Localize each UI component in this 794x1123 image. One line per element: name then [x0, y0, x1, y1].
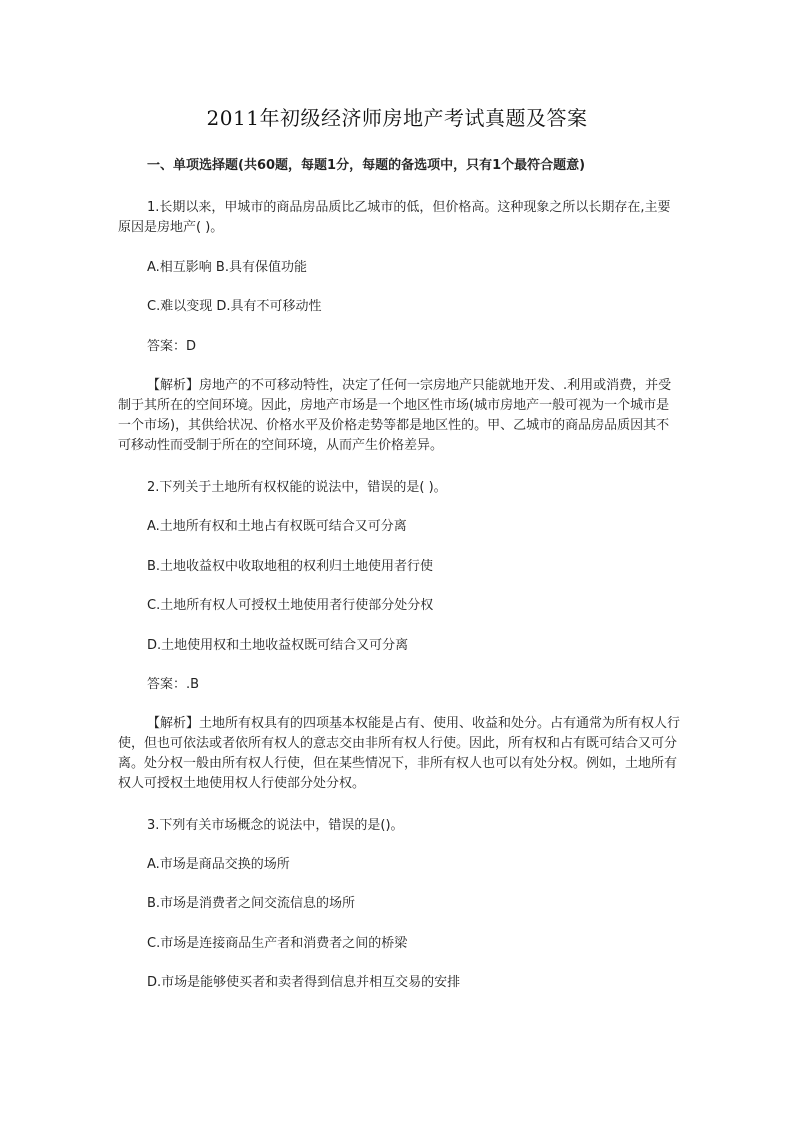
question-2-option: D.土地使用权和土地收益权既可结合又可分离 — [147, 638, 409, 653]
question-1-stem: 1.长期以来，甲城市的商品房品质比乙城市的低，但价格高。这种现象之所以长期存在,主要原因是房地产( )。 — [118, 200, 671, 235]
document-title: 2011年初级经济师房地产考试真题及答案 — [206, 106, 588, 130]
question-2-answer: 答案：.B — [147, 677, 200, 692]
question-1-analysis: 【解析】房地产的不可移动特性，决定了任何一宗房地产只能就地开发、.利用或消费，并受制于其所在的空间环境。因此，房地产市场是一个地区性市场(城市房地产一般可视为一个城市是一个市场)，其供给状况、价格水平及价格走势等都是地区性的。甲、乙城市的商品房品质因其不可移动性而受制于所在的空间环境，从而产生价格差异。 — [118, 378, 672, 453]
question-1-option: C.难以变现 D.具有不可移动性 — [147, 299, 322, 314]
question-1-answer: 答案：D — [147, 339, 197, 354]
question-2-analysis: 【解析】土地所有权具有的四项基本权能是占有、使用、收益和处分。占有通常为所有权人行使，但也可依法或者依所有权人的意志交由非所有权人行使。因此，所有权和占有既可结合又可分离。处分权一般由所有权人行使，但在某些情况下，非所有权人也可以有处分权。例如，土地所有权人可授权土地使用权人行使部分处分权。 — [118, 716, 681, 791]
question-2-option: A.土地所有权和土地占有权既可结合又可分离 — [147, 519, 407, 534]
question-1-option: A.相互影响 B.具有保值功能 — [147, 260, 307, 275]
question-3-option: C.市场是连接商品生产者和消费者之间的桥梁 — [147, 936, 408, 951]
question-2-option: C.土地所有权人可授权土地使用者行使部分处分权 — [147, 598, 434, 613]
question-2-option: B.土地收益权中收取地租的权利归土地使用者行使 — [147, 559, 434, 574]
question-3-option: B.市场是消费者之间交流信息的场所 — [147, 896, 356, 911]
section-heading: 一、单项选择题(共60题，每题1分，每题的备选项中，只有1个最符合题意) — [147, 158, 586, 173]
question-3-stem: 3.下列有关市场概念的说法中，错误的是()。 — [147, 818, 404, 833]
question-3-option: A.市场是商品交换的场所 — [147, 857, 290, 872]
question-3-option: D.市场是能够使买者和卖者得到信息并相互交易的安排 — [147, 975, 461, 990]
question-2-stem: 2.下列关于土地所有权权能的说法中，错误的是( )。 — [147, 480, 447, 495]
